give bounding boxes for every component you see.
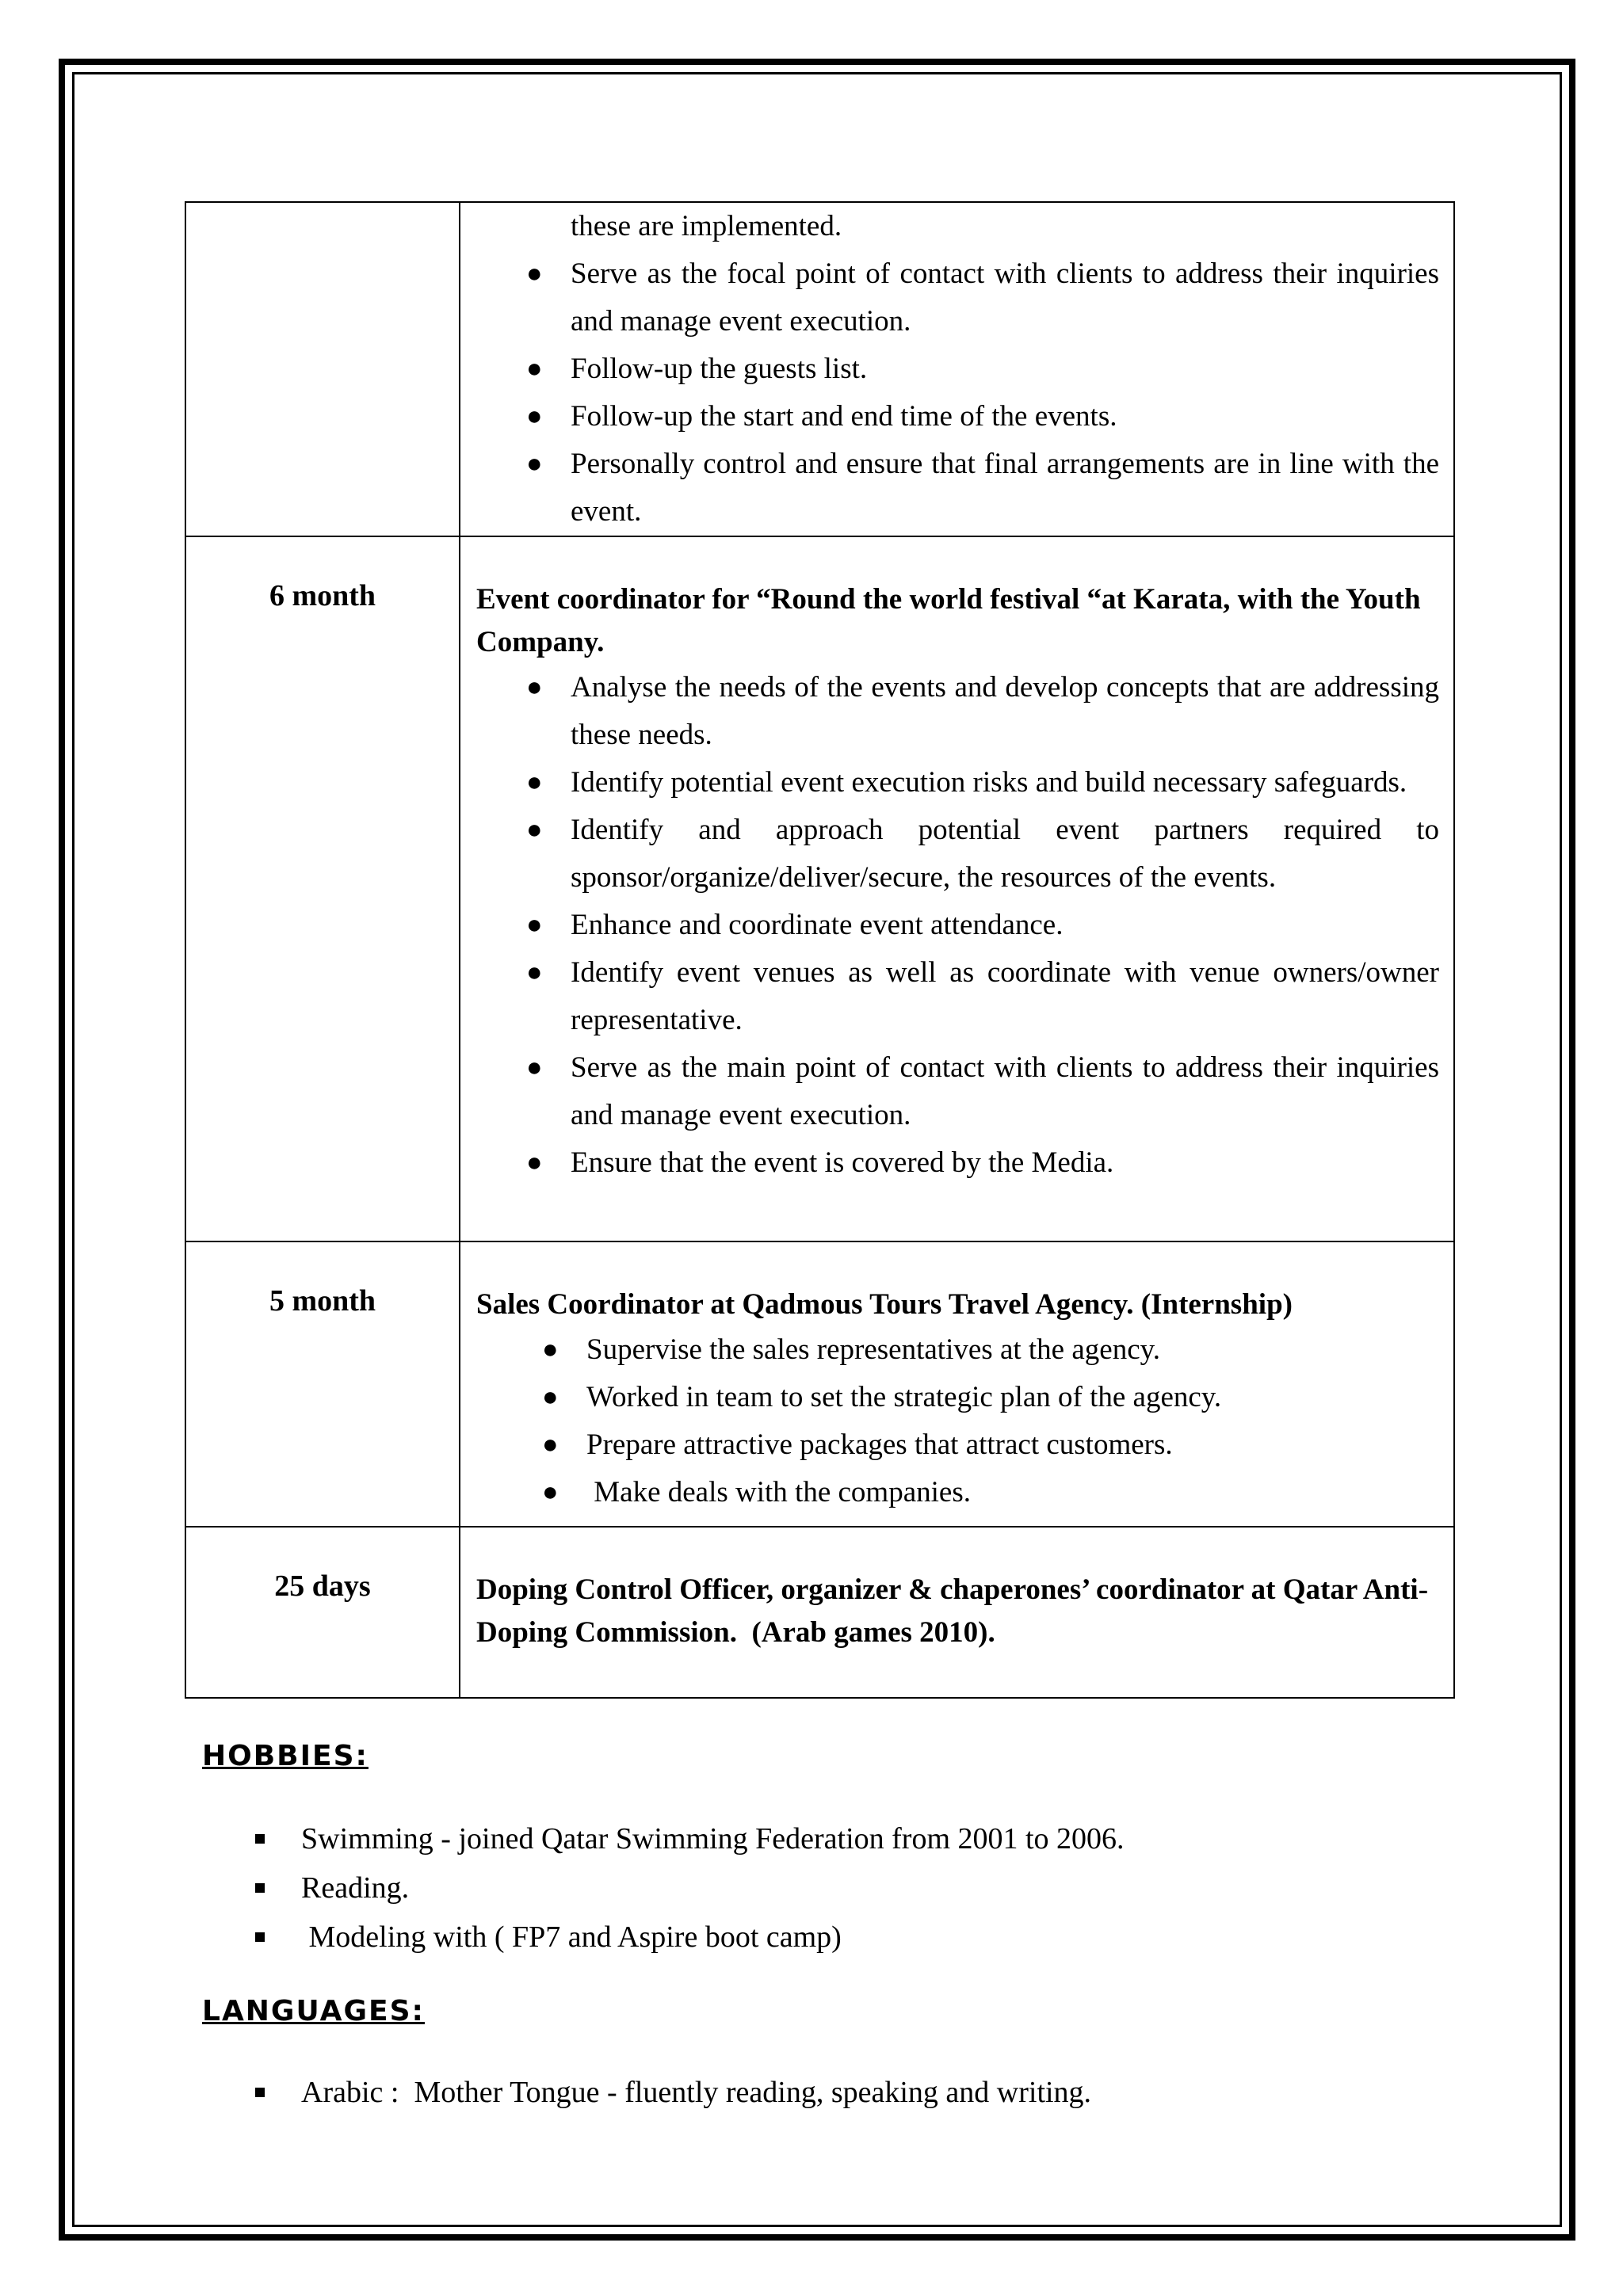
bullet-text: Analyse the needs of the events and develop concepts that are addressing these needs.	[571, 671, 1439, 751]
bullet-icon: ●	[542, 1430, 559, 1459]
job-title: Sales Coordinator at Qadmous Tours Travel Agency. (Internship)	[476, 1288, 1293, 1321]
list-item	[526, 949, 1439, 1044]
table-row	[185, 202, 1454, 536]
bullet-icon: ●	[526, 815, 543, 845]
bullet-text: Identify event venues as well as coordinate with venue owners/owner representative.	[571, 956, 1439, 1036]
bullet-text: Ensure that the event is covered by the Media.	[571, 1146, 1114, 1179]
list-item	[526, 441, 1439, 536]
bullet-icon: ●	[542, 1383, 559, 1412]
list-item	[255, 1814, 1125, 1863]
list-item	[526, 1044, 1439, 1139]
description-cell	[460, 1241, 1454, 1527]
bullet-icon: ●	[526, 259, 543, 288]
duration-label	[186, 203, 459, 244]
hobbies-heading: HOBBIES:	[202, 1740, 369, 1772]
bullet-text: Make deals with the companies.	[586, 1476, 971, 1508]
bullet-icon: ●	[526, 354, 543, 383]
bullet-text: these are implemented.	[571, 210, 842, 242]
list-item	[526, 902, 1439, 949]
list-item	[526, 1139, 1439, 1187]
list-item	[542, 1469, 1439, 1516]
languages-heading: LANGUAGES:	[202, 1995, 425, 2027]
bullet-text: Worked in team to set the strategic plan of the agency.	[586, 1381, 1222, 1413]
bullet-icon: ●	[526, 768, 543, 797]
job-title: Event coordinator for “Round the world festival “at Karata, with the Youth Company.	[476, 583, 1421, 658]
description-cell	[460, 202, 1454, 536]
bullet-text: Enhance and coordinate event attendance.	[571, 909, 1064, 941]
bullet-text: Serve as the focal point of contact with clients to address their inquiries and manage event execution.	[571, 257, 1439, 338]
list-item	[255, 1863, 1125, 1913]
bullet-list	[460, 1326, 1453, 1516]
table-row	[185, 1241, 1454, 1527]
bullet-text: Identify potential event execution risks and build necessary safeguards.	[571, 766, 1407, 799]
square-bullet-icon	[255, 2088, 265, 2097]
list-item	[526, 345, 1439, 393]
list-item	[542, 1374, 1439, 1421]
table-row	[185, 1527, 1454, 1698]
duration-cell	[185, 536, 460, 1241]
bullet-icon: ●	[526, 958, 543, 987]
bullet-icon: ●	[526, 910, 543, 940]
list-item	[526, 393, 1439, 441]
hobby-text: Swimming - joined Qatar Swimming Federation from 2001 to 2006.	[301, 1822, 1125, 1855]
description-cell	[460, 1527, 1454, 1698]
duration-label: 25 days	[274, 1569, 371, 1603]
square-bullet-icon	[255, 1883, 265, 1893]
bullet-text: Personally control and ensure that final arrangements are in line with the event.	[571, 448, 1439, 528]
hobbies-list	[255, 1814, 1125, 1962]
list-item	[526, 664, 1439, 759]
description-cell	[460, 536, 1454, 1241]
duration-label: 5 month	[269, 1284, 376, 1318]
bullet-text: Follow-up the guests list.	[571, 353, 868, 385]
bullet-text: Serve as the main point of contact with clients to address their inquiries and manage event execution.	[571, 1051, 1439, 1131]
bullet-list	[460, 664, 1453, 1187]
list-item	[526, 250, 1439, 345]
list-item	[526, 807, 1439, 902]
square-bullet-icon	[255, 1834, 265, 1844]
list-item	[542, 1421, 1439, 1469]
list-item	[255, 1913, 1125, 1962]
list-item	[255, 2068, 1091, 2117]
duration-label: 6 month	[269, 579, 376, 612]
bullet-icon: ●	[526, 673, 543, 702]
duration-cell	[185, 1241, 460, 1527]
language-text: Arabic : Mother Tongue - fluently reading, speaking and writing.	[301, 2076, 1092, 2109]
bullet-icon: ●	[542, 1335, 559, 1364]
job-title: Doping Control Officer, organizer & chaperones’ coordinator at Qatar Anti-Doping Commission. (Arab games 2010).	[476, 1573, 1429, 1649]
bullet-text: Identify and approach potential event partners required to sponsor/organize/deliver/secure, the resources of the events.	[571, 814, 1439, 894]
square-bullet-icon	[255, 1932, 265, 1942]
bullet-icon: ●	[526, 1148, 543, 1177]
hobby-text: Reading.	[301, 1871, 410, 1905]
duration-cell	[185, 202, 460, 536]
bullet-icon: ●	[542, 1478, 559, 1507]
list-item	[542, 1326, 1439, 1374]
bullet-icon: ●	[526, 402, 543, 431]
table-row	[185, 536, 1454, 1241]
list-item	[571, 203, 1439, 250]
hobby-text: Modeling with ( FP7 and Aspire boot camp)	[301, 1920, 842, 1954]
bullet-text: Prepare attractive packages that attract customers.	[586, 1428, 1173, 1461]
list-item	[526, 759, 1439, 807]
bullet-text: Follow-up the start and end time of the events.	[571, 400, 1117, 433]
duration-cell	[185, 1527, 460, 1698]
languages-list	[255, 2068, 1091, 2117]
bullet-icon: ●	[526, 1053, 543, 1082]
bullet-text: Supervise the sales representatives at the agency.	[586, 1333, 1160, 1366]
bullet-icon: ●	[526, 449, 543, 479]
bullet-list	[460, 203, 1453, 536]
experience-table	[185, 201, 1455, 1699]
